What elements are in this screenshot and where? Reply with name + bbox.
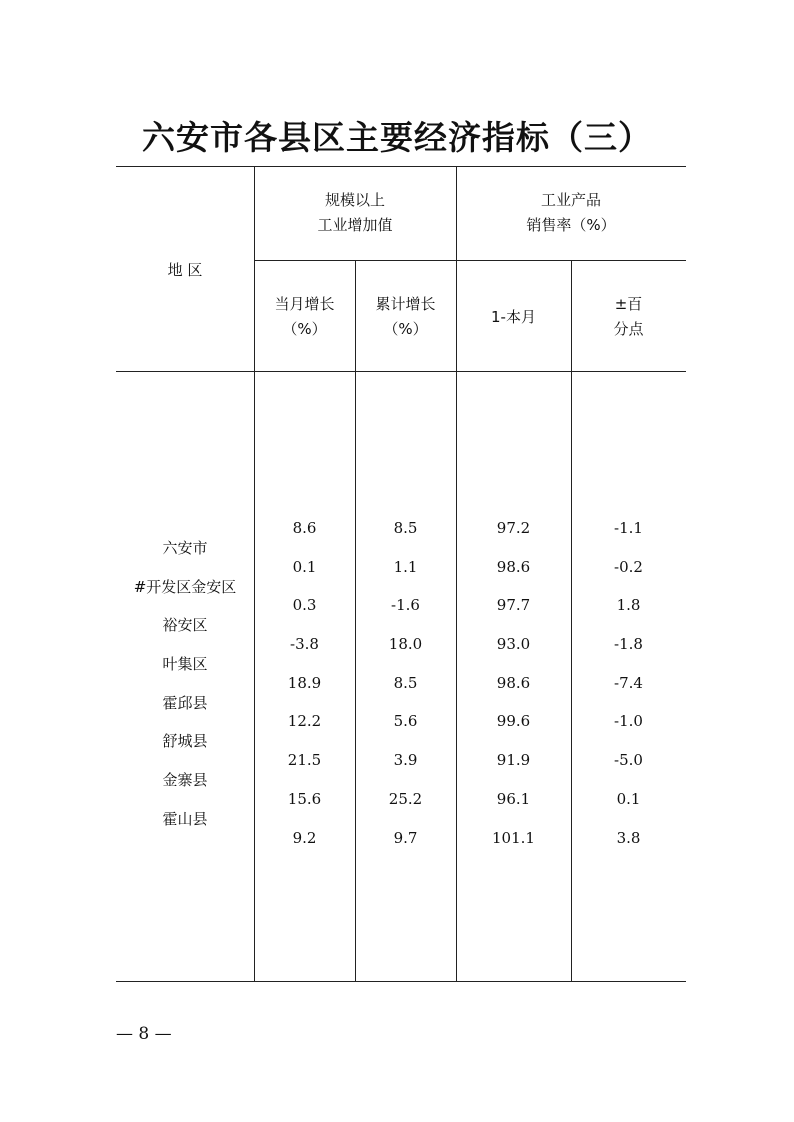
table-cell: 0.1: [292, 557, 317, 576]
table-cell: 15.6: [287, 789, 322, 808]
table-cell: 25.2: [388, 789, 423, 808]
header-cumulative-growth: [355, 292, 456, 342]
table-cell: 97.2: [496, 519, 531, 537]
table-cell: 0.3: [292, 596, 317, 615]
table-cell: 18.0: [388, 635, 423, 654]
table-cell: 0.1: [616, 789, 641, 808]
region-name: 舒城县: [162, 732, 208, 751]
table-cell: 101.1: [492, 828, 535, 847]
region-name: 金寨县: [162, 771, 208, 790]
month-growth-column: [254, 517, 355, 865]
region-list: [116, 537, 254, 847]
header-group1-line2: 工业增加值: [317, 216, 393, 234]
table-cell: 98.6: [496, 557, 531, 576]
table-cell: 97.7: [496, 596, 531, 615]
region-name: 叶集区: [162, 655, 208, 674]
table-cell: 1.1: [393, 557, 418, 576]
cumulative-growth-column: [355, 517, 456, 865]
region-name: 六安市: [162, 539, 208, 557]
header-group1-line1: 规模以上: [324, 191, 385, 209]
table-cell: 5.6: [393, 712, 418, 731]
table-bottom-rule: [116, 981, 686, 982]
page-number: — 8 —: [116, 1024, 172, 1044]
table-cell: -7.4: [614, 673, 643, 692]
header-pct-points: [571, 292, 686, 342]
region-name: 霍山县: [162, 809, 208, 828]
table-cell: 98.6: [496, 673, 531, 692]
table-cell: -0.2: [614, 557, 643, 576]
header-group-value-added: [254, 188, 456, 238]
table-cell: 8.6: [292, 519, 317, 537]
table-cell: 9.7: [393, 828, 418, 847]
region-name: 霍邱县: [162, 693, 208, 712]
header-col4-line2: 分点: [613, 320, 644, 338]
header-group2-line1: 工业产品: [540, 191, 601, 209]
pct-points-column: [571, 517, 686, 865]
table-cell: -1.0: [614, 712, 643, 731]
header-col1-line2: （%）: [282, 320, 327, 338]
table-top-rule: [116, 166, 686, 167]
table-cell: -1.8: [614, 635, 643, 654]
header-col2-line2: （%）: [383, 320, 428, 338]
table-cell: 99.6: [496, 712, 531, 731]
header-col3-line1: 1-本月: [491, 308, 536, 326]
table-cell: 3.9: [393, 751, 418, 770]
header-month-growth: [254, 292, 355, 342]
page-title: 六安市各县区主要经济指标（三）: [142, 118, 652, 157]
header-region: [116, 258, 254, 283]
table-cell: 9.2: [292, 828, 317, 847]
table-cell: 8.5: [393, 673, 418, 692]
header-group2-line2: 销售率（%）: [526, 216, 616, 234]
header-col2-line1: 累计增长: [375, 295, 436, 313]
table-cell: -1.6: [391, 596, 420, 615]
region-name: 裕安区: [162, 616, 208, 635]
header-bottom-rule: [116, 371, 686, 372]
header-col4-line1: ±百: [614, 295, 643, 313]
table-cell: 3.8: [616, 828, 641, 847]
header-group-sales-rate: [456, 188, 686, 238]
table-cell: 8.5: [393, 519, 418, 537]
table-cell: 93.0: [496, 635, 531, 654]
table-cell: 1.8: [616, 596, 641, 615]
header-mid-rule: [254, 260, 686, 261]
table-cell: 18.9: [287, 673, 322, 692]
header-col1-line1: 当月增长: [274, 295, 335, 313]
header-ytd: [456, 305, 571, 330]
table-cell: -3.8: [290, 635, 319, 654]
region-name: #开发区金安区: [133, 577, 237, 596]
table-cell: -5.0: [614, 751, 643, 770]
table-cell: 21.5: [287, 751, 322, 770]
table-cell: 12.2: [287, 712, 322, 731]
header-region-label: 地 区: [167, 261, 203, 279]
table-cell: 91.9: [496, 751, 531, 770]
table-cell: -1.1: [614, 519, 643, 537]
table-cell: 96.1: [496, 789, 531, 808]
sales-rate-column: [456, 517, 571, 865]
